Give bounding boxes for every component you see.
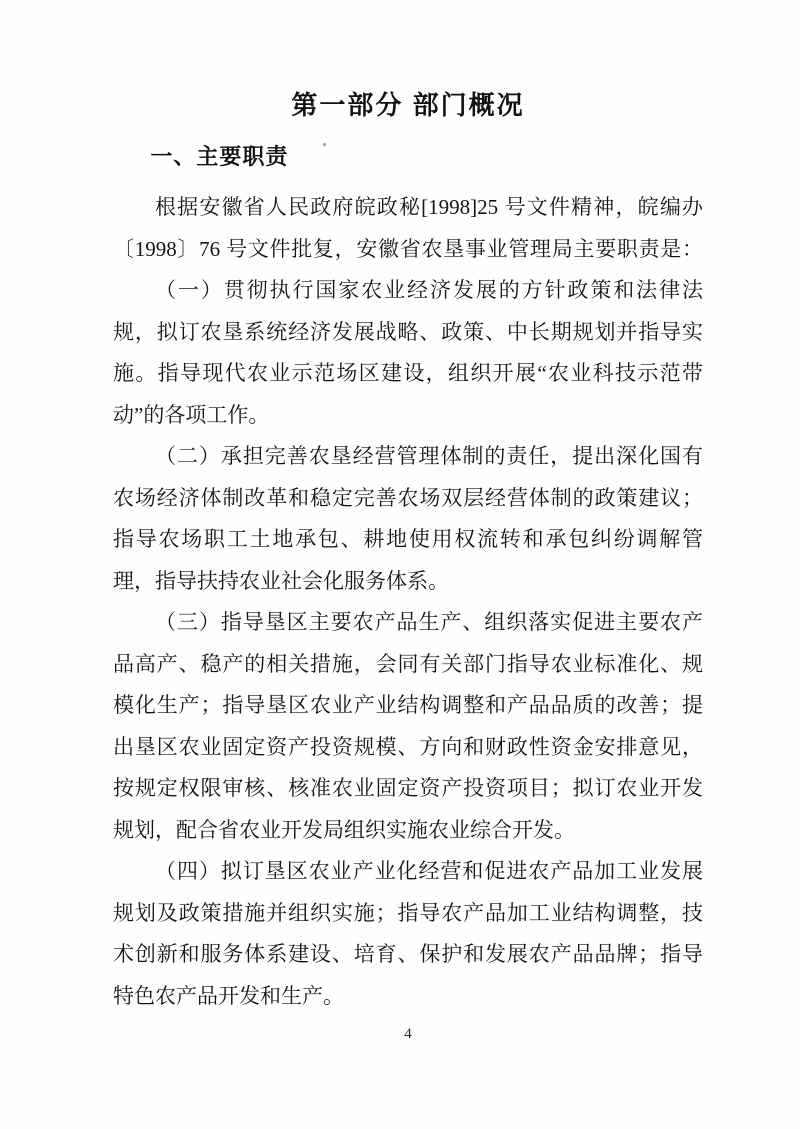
paragraph-line: 动”的各项工作。 bbox=[113, 402, 270, 427]
paragraph-item-1 bbox=[113, 270, 703, 436]
paragraph-line: 施。指导现代农业示范场区建设，组织开展“农业科技示范带 bbox=[113, 361, 703, 385]
section-heading: 一、主要职责 bbox=[150, 144, 289, 169]
paragraph-line: 出垦区农业固定资产投资规模、方向和财政性资金安排意见， bbox=[113, 734, 703, 759]
paragraph-item-3 bbox=[113, 602, 703, 851]
paragraph-line: （四）拟订垦区农业产业化经营和促进农产品加工业发展 bbox=[155, 859, 703, 883]
paragraph-line: 模化生产；指导垦区农业产业结构调整和产品品质的改善；提 bbox=[113, 693, 703, 717]
paragraph-line: 根据安徽省人民政府皖政秘[1998]25 号文件精神，皖编办 bbox=[155, 195, 703, 219]
paragraph-line: 按规定权限审核、核准农业固定资产投资项目；拟订农业开发 bbox=[113, 776, 703, 800]
paragraph-line: 规，拟订农垦系统经济发展战略、政策、中长期规划并指导实 bbox=[113, 319, 703, 344]
paragraph-line: 指导农场职工土地承包、耕地使用权流转和承包纠纷调解管 bbox=[113, 527, 703, 551]
paragraph-intro bbox=[113, 187, 703, 270]
paragraph-line: 特色农产品开发和生产。 bbox=[113, 983, 344, 1008]
paragraph-line: （一）贯彻执行国家农业经济发展的方针政策和法律法 bbox=[155, 278, 703, 302]
page-title: 第一部分 部门概况 bbox=[291, 90, 525, 120]
paragraph-line: 规划及政策措施并组织实施；指导农产品加工业结构调整，技 bbox=[113, 900, 703, 925]
paragraph-line: （二）承担完善农垦经营管理体制的责任，提出深化国有 bbox=[155, 444, 703, 468]
paragraph-line: 术创新和服务体系建设、培育、保护和发展农产品品牌；指导 bbox=[113, 942, 703, 966]
paragraph-line: 理，指导扶持农业社会化服务体系。 bbox=[113, 568, 449, 593]
document-content bbox=[113, 90, 703, 1017]
paragraph-line: 品高产、稳产的相关措施，会同有关部门指导农业标准化、规 bbox=[113, 651, 703, 676]
page-number: 4 bbox=[404, 1026, 412, 1042]
paragraph-line: 农场经济体制改革和稳定完善农场双层经营体制的政策建议； bbox=[113, 485, 703, 510]
body-text bbox=[113, 187, 703, 1017]
paragraph-item-2 bbox=[113, 436, 703, 602]
paragraph-line: （三）指导垦区主要农产品生产、组织落实促进主要农产 bbox=[155, 610, 703, 634]
paragraph-line: 〔1998〕76 号文件批复，安徽省农垦事业管理局主要职责是： bbox=[113, 236, 703, 261]
paragraph-line: 规划，配合省农业开发局组织实施农业综合开发。 bbox=[113, 817, 575, 842]
paragraph-item-4 bbox=[113, 851, 703, 1017]
